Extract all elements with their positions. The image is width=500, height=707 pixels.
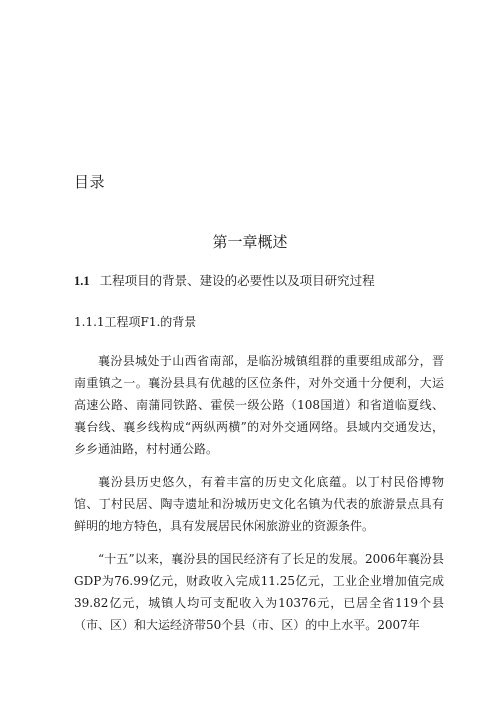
text-line: 有鲜明的地方特色，具有发展居民休闲旅游业的资源条件。	[74, 497, 444, 534]
text-line: 襄汾县历史悠久，有着丰富的历史文化底蕴。以丁村民俗博物	[98, 474, 444, 489]
section-heading	[74, 272, 375, 290]
paragraph-economy	[74, 548, 444, 636]
text-line: 县（市、区）和大运经济带50个县（市、区）的中上水平。2007年	[74, 595, 444, 633]
toc-title: 目录	[74, 173, 106, 191]
paragraph-location	[74, 350, 444, 460]
chapter-title: 第一章概述	[212, 233, 288, 251]
text-line: 晋南重镇之一。襄汾县具有优越的区位条件，对外交通十分便利，	[74, 354, 444, 391]
text-line: 完成39.82亿元，城镇人均可支配收入为10376元，已居全省119个	[74, 573, 444, 610]
section-title: 工程项目的背景、建设的必要性以及项目研究过程	[99, 273, 375, 288]
text-line: 线、襄台线、襄乡线构成“两纵两横”的对外交通网络。县域内交	[74, 398, 444, 435]
paragraph-history	[74, 471, 444, 537]
section-number: 1.1	[74, 274, 90, 288]
text-line: 大运高速公路、南蒲同铁路、霍侯一级公路（108国道）和省道临夏	[74, 376, 444, 413]
text-line: 馆、丁村民居、陶寺遗址和汾城历史文化名镇为代表的旅游景点具	[74, 497, 432, 512]
text-line: 通发达，乡乡通油路，村村通公路。	[74, 420, 444, 457]
body-text	[74, 350, 444, 647]
subsection-heading: 1.1.1工程项F1.的背景	[74, 315, 197, 329]
text-line: 汾县GDP为76.99亿元，财政收入完成11.25亿元，工业企业增加值	[74, 551, 444, 588]
text-line: “十五”以来，襄汾县的国民经济有了长足的发展。2006年襄	[98, 551, 420, 566]
text-line: 襄汾县城处于山西省南部，是临汾城镇组群的重要组成部分，	[98, 354, 432, 368]
